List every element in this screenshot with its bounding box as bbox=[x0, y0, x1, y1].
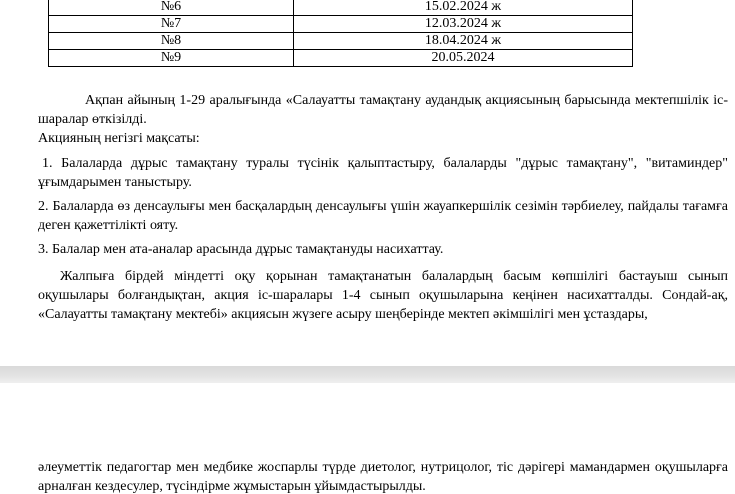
table-cell-date: 15.02.2024 ж bbox=[294, 0, 633, 16]
table-row bbox=[49, 0, 633, 16]
table-row bbox=[49, 33, 633, 50]
goal-item-2: 2. Балаларда өз денсаулығы мен басқалардың денсаулығы үшін жауапкершілік сезімін тәрбиелеу, пайдалы тағамға деген қажеттілікті ояту. bbox=[38, 199, 728, 233]
goal-item-3: 3. Балалар мен ата-аналар арасында дұрыс тамақтануды насихаттау. bbox=[38, 242, 444, 257]
summary-text: Жалпыға бірдей міндетті оқу қорынан тамақтанатын балалардың басым көпшілігі бастауыш сынып оқушылары болғандықтан, акция іс-шаралары 1-4 сынып оқушыларына кеңінен насихатталды. Сондай-ақ, «Салауатты тамақтану мектебі» акциясын жүзеге асыру шеңберінде мектеп әкімшілігі мен ұстаздары, bbox=[38, 269, 728, 322]
goal-1-text: 1. Балаларда дұрыс тамақтану туралы түсінік қалыптастыру, балаларды "дұрыс тамақтану", "витаминдер" ұғымдарымен таныстыру. bbox=[38, 156, 728, 190]
table-cell-number: №7 bbox=[49, 16, 294, 33]
intro-text: Ақпан айының 1-29 аралығында «Салауатты тамақтану аудандық акциясының барысында мектепшілік іс-шаралар өткізілді. bbox=[38, 93, 728, 127]
table-row bbox=[49, 50, 633, 67]
intro-block bbox=[38, 91, 728, 148]
dates-table bbox=[48, 0, 633, 67]
intro-paragraph bbox=[38, 91, 728, 129]
table-cell-number: №9 bbox=[49, 50, 294, 67]
table-cell-number: №6 bbox=[49, 0, 294, 16]
page-break bbox=[0, 366, 735, 383]
goal-item-1 bbox=[38, 154, 728, 192]
goal-heading: Акцияның негізгі мақсаты: bbox=[38, 131, 200, 146]
table-cell-date: 20.05.2024 bbox=[294, 50, 633, 67]
summary-paragraph bbox=[38, 267, 728, 324]
table-row bbox=[49, 16, 633, 33]
continuation-paragraph: әлеуметтік педагогтар мен медбике жоспарлы түрде диетолог, нутрицолог, тіс дәрігері мамандармен оқушыларға арналған кездесулер, түсіндірме жұмыстарын ұйымдастырылды. bbox=[38, 460, 728, 494]
table-cell-date: 12.03.2024 ж bbox=[294, 16, 633, 33]
table-cell-date: 18.04.2024 ж bbox=[294, 33, 633, 50]
table-cell-number: №8 bbox=[49, 33, 294, 50]
